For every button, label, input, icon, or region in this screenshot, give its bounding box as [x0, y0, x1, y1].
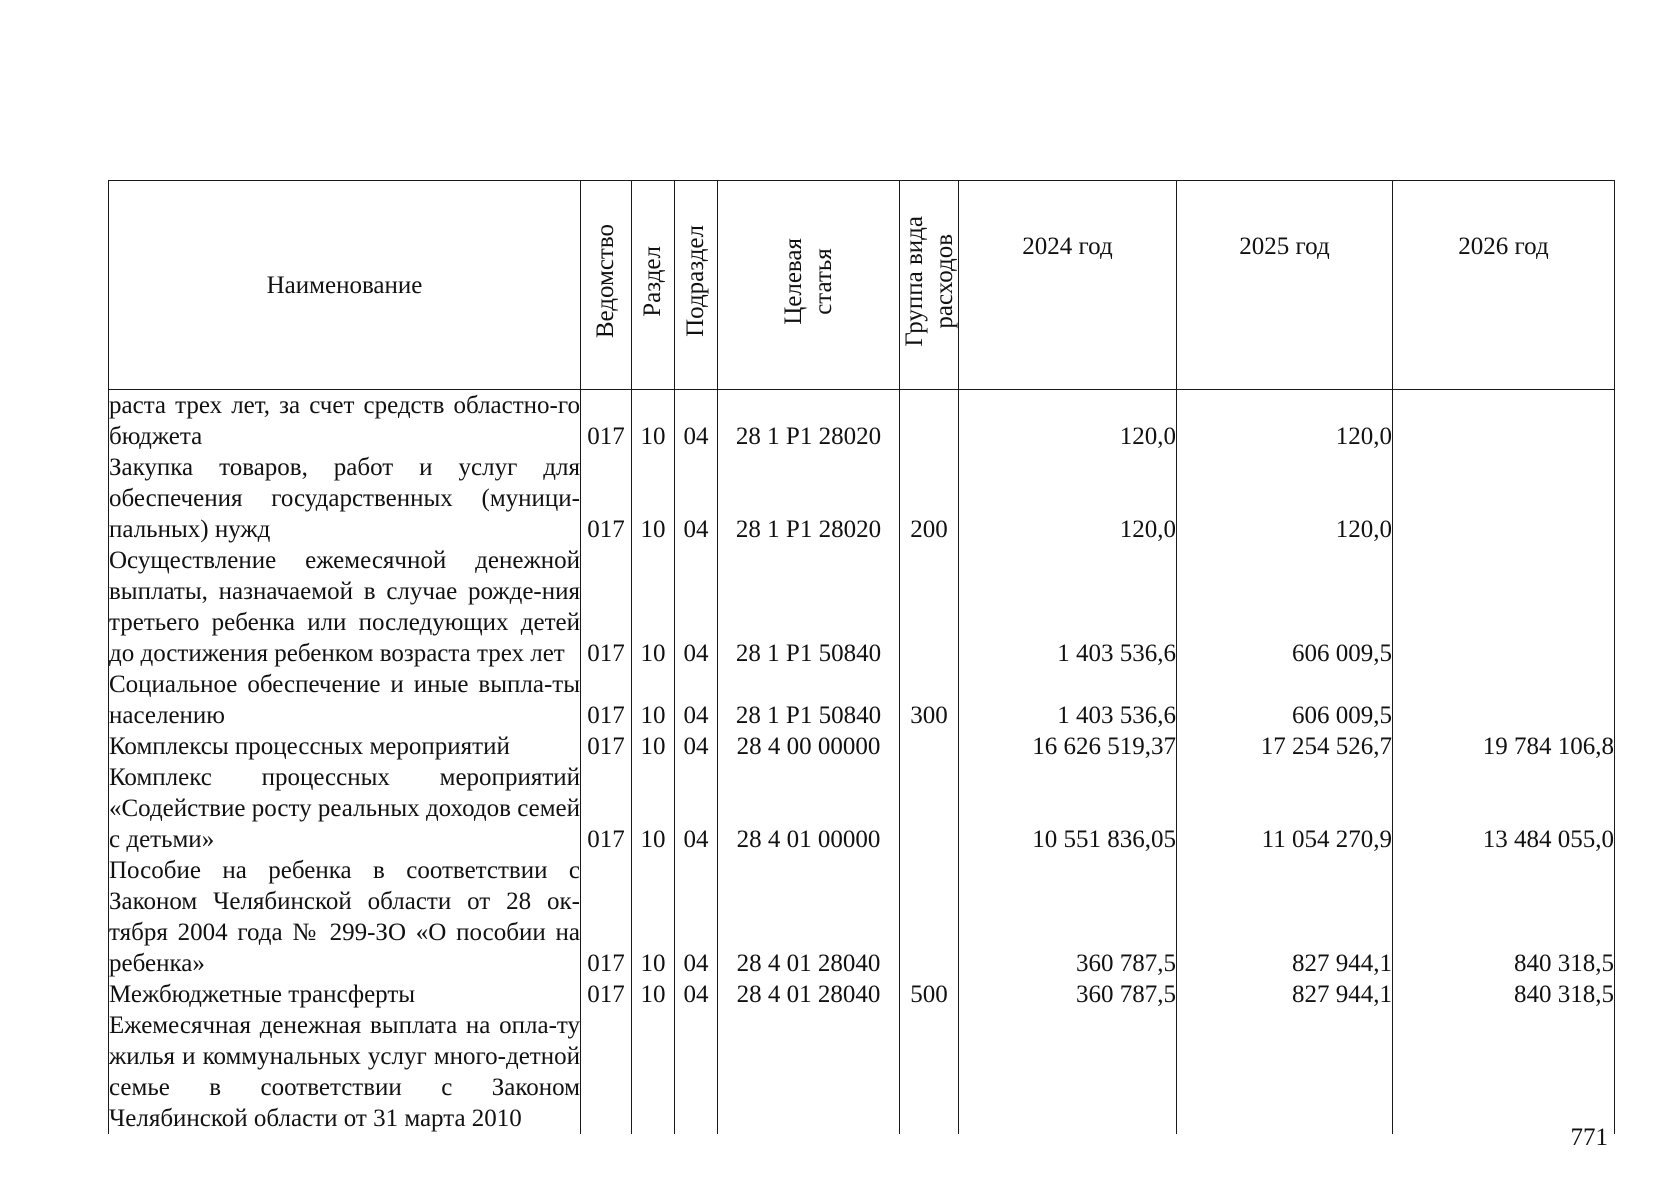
row-vedomstvo — [581, 1010, 632, 1134]
row-vedomstvo: 017 — [581, 731, 632, 762]
page-number: 771 — [1570, 1124, 1608, 1151]
row-expense-group: 300 — [900, 669, 959, 731]
row-podrazdel: 04 — [675, 452, 718, 545]
row-expense-group: 200 — [900, 452, 959, 545]
row-amount-2024: 120,0 — [959, 452, 1177, 545]
row-amount-2026 — [1393, 545, 1615, 669]
row-vedomstvo: 017 — [581, 762, 632, 855]
row-name: Межбюджетные трансферты — [109, 979, 581, 1010]
row-amount-2024 — [959, 1010, 1177, 1134]
row-amount-2024: 360 787,5 — [959, 855, 1177, 979]
row-name: Комплексы процессных мероприятий — [109, 731, 581, 762]
row-target-article: 28 4 01 00000 — [718, 762, 900, 855]
row-expense-group — [900, 762, 959, 855]
table-row — [109, 452, 1615, 545]
budget-table — [108, 180, 1615, 1134]
row-target-article: 28 4 01 28040 — [718, 979, 900, 1010]
row-amount-2025: 120,0 — [1177, 452, 1393, 545]
header-row — [109, 181, 1615, 390]
row-amount-2025: 11 054 270,9 — [1177, 762, 1393, 855]
row-vedomstvo: 017 — [581, 979, 632, 1010]
row-amount-2026 — [1393, 390, 1615, 453]
table-row — [109, 1010, 1615, 1134]
row-amount-2024: 16 626 519,37 — [959, 731, 1177, 762]
row-amount-2025: 606 009,5 — [1177, 545, 1393, 669]
row-name: Закупка товаров, работ и услуг для обеспечения государственных (муници-пальных) нужд — [109, 454, 580, 543]
row-name: Осуществление ежемесячной денежной выплаты, назначаемой в случае рожде-ния третьего ребенка или последующих детей до достижения ребенком возраста трех лет — [109, 547, 580, 667]
row-podrazdel: 04 — [675, 731, 718, 762]
table-row — [109, 669, 1615, 731]
row-vedomstvo: 017 — [581, 452, 632, 545]
row-amount-2024: 1 403 536,6 — [959, 669, 1177, 731]
row-razdel: 10 — [632, 545, 675, 669]
row-amount-2024: 10 551 836,05 — [959, 762, 1177, 855]
table-row — [109, 979, 1615, 1010]
header-vedomstvo: Ведомство — [581, 181, 632, 390]
row-podrazdel: 04 — [675, 669, 718, 731]
header-target-article: Целевая статья — [718, 181, 900, 390]
row-expense-group — [900, 1010, 959, 1134]
row-expense-group — [900, 731, 959, 762]
header-razdel: Раздел — [632, 181, 675, 390]
row-name: Пособие на ребенка в соответствии с Законом Челябинской области от 28 ок-тября 2004 года № 299-ЗО «О пособии на ребенка» — [109, 857, 580, 977]
row-podrazdel: 04 — [675, 855, 718, 979]
row-razdel: 10 — [632, 979, 675, 1010]
row-vedomstvo: 017 — [581, 545, 632, 669]
row-amount-2024: 1 403 536,6 — [959, 545, 1177, 669]
row-podrazdel: 04 — [675, 545, 718, 669]
row-razdel: 10 — [632, 390, 675, 453]
row-amount-2026 — [1393, 1010, 1615, 1134]
row-amount-2026: 19 784 106,8 — [1393, 731, 1615, 762]
header-expense-group: Группа вида расходов — [900, 181, 959, 390]
row-target-article: 28 4 01 28040 — [718, 855, 900, 979]
row-expense-group — [900, 390, 959, 453]
row-razdel: 10 — [632, 855, 675, 979]
row-amount-2026 — [1393, 669, 1615, 731]
row-razdel — [632, 1010, 675, 1134]
row-target-article: 28 4 00 00000 — [718, 731, 900, 762]
row-amount-2025: 827 944,1 — [1177, 855, 1393, 979]
row-expense-group — [900, 545, 959, 669]
row-vedomstvo: 017 — [581, 855, 632, 979]
row-amount-2025: 606 009,5 — [1177, 669, 1393, 731]
row-vedomstvo: 017 — [581, 390, 632, 453]
row-expense-group: 500 — [900, 979, 959, 1010]
row-amount-2025: 120,0 — [1177, 390, 1393, 453]
row-name: Социальное обеспечение и иные выпла-ты населению — [109, 671, 580, 729]
row-razdel: 10 — [632, 731, 675, 762]
header-podrazdel: Подраздел — [675, 181, 718, 390]
row-name: Ежемесячная денежная выплата на опла-ту жилья и коммунальных услуг много-детной семье в соответствии с Законом Челябинской области от 31 марта 2010 — [109, 1012, 580, 1132]
row-vedomstvo: 017 — [581, 669, 632, 731]
row-amount-2026: 840 318,5 — [1393, 855, 1615, 979]
header-name: Наименование — [109, 181, 581, 390]
row-amount-2026 — [1393, 452, 1615, 545]
row-target-article: 28 1 Р1 28020 — [718, 452, 900, 545]
row-amount-2024: 360 787,5 — [959, 979, 1177, 1010]
row-amount-2024: 120,0 — [959, 390, 1177, 453]
row-podrazdel — [675, 1010, 718, 1134]
header-year-2025: 2025 год — [1177, 181, 1393, 390]
row-podrazdel: 04 — [675, 979, 718, 1010]
header-year-2026: 2026 год — [1393, 181, 1615, 390]
row-expense-group — [900, 855, 959, 979]
table-row — [109, 731, 1615, 762]
row-amount-2025 — [1177, 1010, 1393, 1134]
row-podrazdel: 04 — [675, 762, 718, 855]
table-row — [109, 762, 1615, 855]
row-amount-2025: 17 254 526,7 — [1177, 731, 1393, 762]
row-razdel: 10 — [632, 452, 675, 545]
row-razdel: 10 — [632, 762, 675, 855]
row-amount-2026: 13 484 055,0 — [1393, 762, 1615, 855]
row-amount-2025: 827 944,1 — [1177, 979, 1393, 1010]
row-name: раста трех лет, за счет средств областно-го бюджета — [109, 390, 581, 453]
table-row — [109, 545, 1615, 669]
header-year-2024: 2024 год — [959, 181, 1177, 390]
row-amount-2026: 840 318,5 — [1393, 979, 1615, 1010]
table-row — [109, 390, 1615, 453]
row-razdel: 10 — [632, 669, 675, 731]
row-target-article: 28 1 Р1 50840 — [718, 669, 900, 731]
row-podrazdel: 04 — [675, 390, 718, 453]
table-row — [109, 855, 1615, 979]
row-target-article: 28 1 Р1 28020 — [718, 390, 900, 453]
row-target-article — [718, 1010, 900, 1134]
row-name: Комплекс процессных мероприятий «Содействие росту реальных доходов семей с детьми» — [109, 764, 580, 853]
row-target-article: 28 1 Р1 50840 — [718, 545, 900, 669]
